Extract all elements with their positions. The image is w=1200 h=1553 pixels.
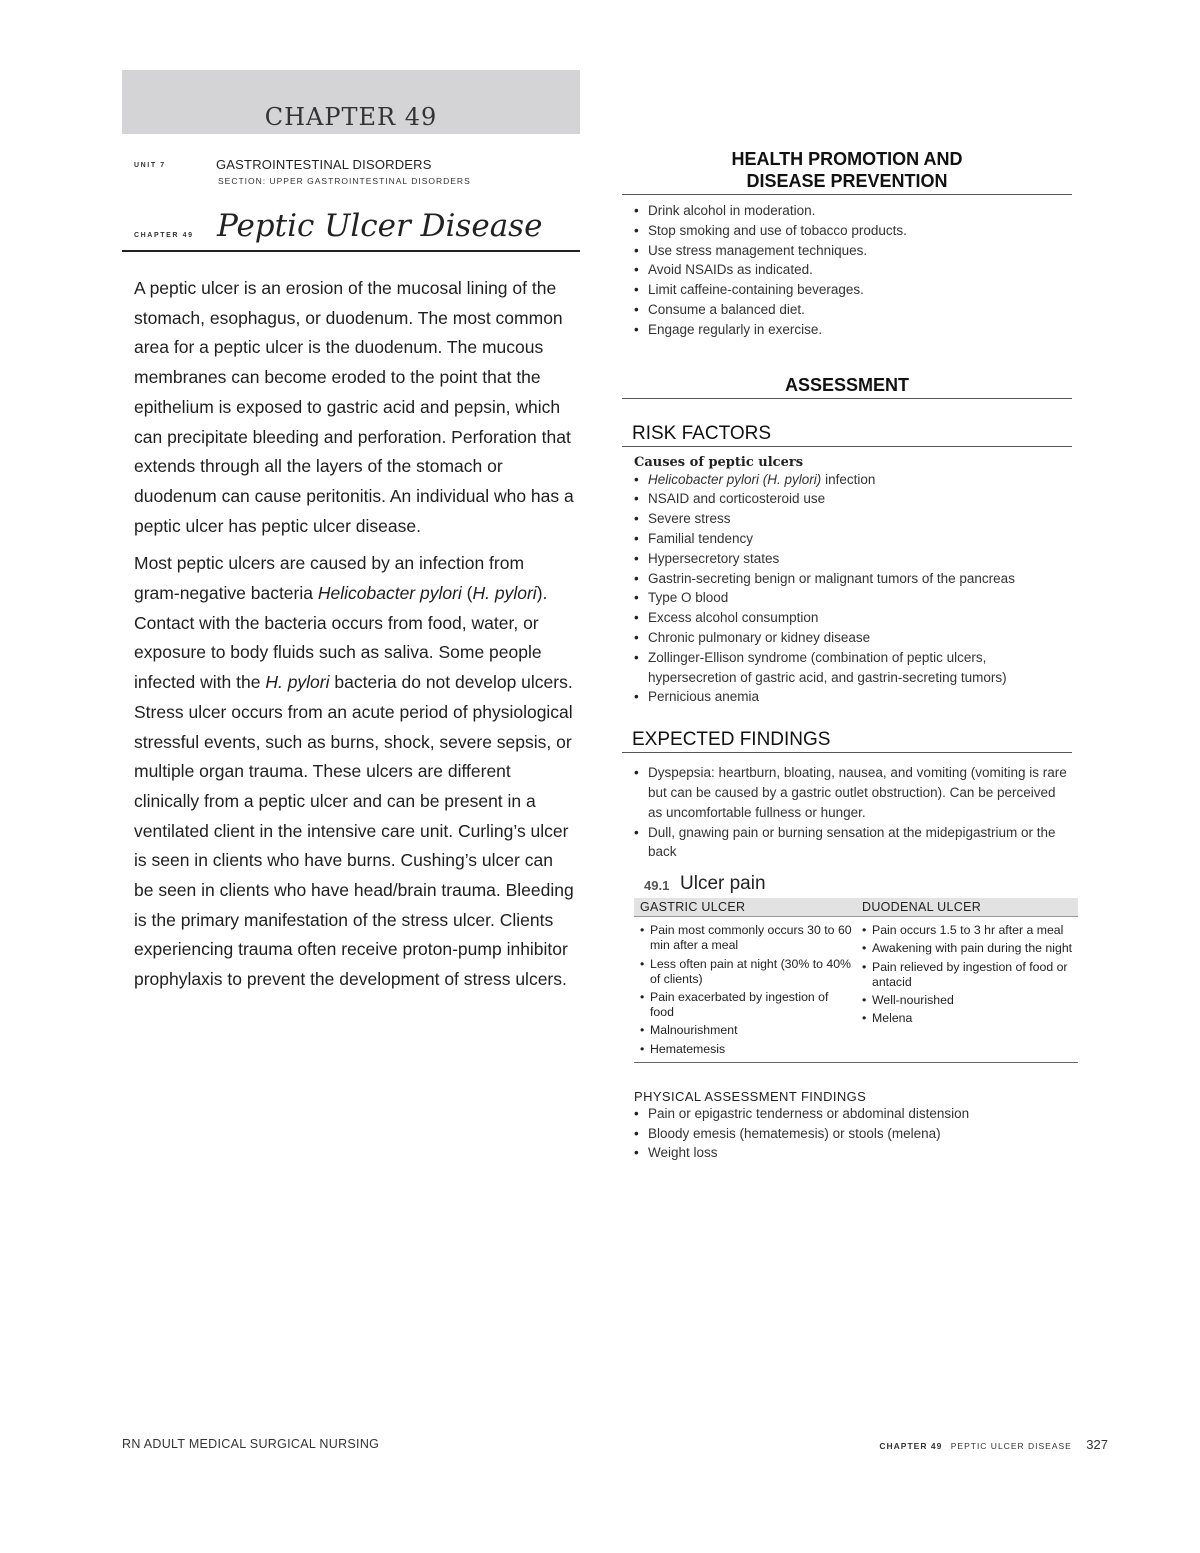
footer-chapter: CHAPTER 49 xyxy=(879,1441,943,1451)
risk-factors-list xyxy=(622,470,1072,708)
italic-text: Helicobacter pylori (H. pylori) xyxy=(648,471,822,487)
list-item: • Well-nourished xyxy=(862,993,1074,1008)
p2-text-a: Most peptic ulcers are caused by an infection from gram-negative bacteria xyxy=(134,553,525,604)
chapter-banner-text: CHAPTER 49 xyxy=(264,103,438,131)
expected-findings-heading: EXPECTED FINDINGS xyxy=(622,729,1072,753)
list-item: • NSAID and corticosteroid use xyxy=(634,489,1072,509)
list-item: • Melena xyxy=(862,1011,1074,1026)
ulcer-pain-table-block xyxy=(622,874,1072,1063)
health-promotion-list xyxy=(622,201,1072,340)
section-title: SECTION: UPPER GASTROINTESTINAL DISORDERS xyxy=(218,176,471,186)
ulcer-pain-table xyxy=(634,898,1078,1063)
list-item: • Type O blood xyxy=(634,588,1072,608)
p2-italic-f: H. pylori xyxy=(265,672,330,693)
left-column xyxy=(122,70,580,995)
list-item: • Pernicious anemia xyxy=(634,687,1072,707)
list-item: • Weight loss xyxy=(634,1143,1072,1163)
unit-title: GASTROINTESTINAL DISORDERS xyxy=(216,157,432,172)
list-item: • Drink alcohol in moderation. xyxy=(634,201,1072,221)
list-item: • Pain most commonly occurs 30 to 60 min after a meal xyxy=(640,923,852,953)
list-item: • Dyspepsia: heartburn, bloating, nausea, and vomiting (vomiting is rare but can be caused by a gastric outlet obstruction). Can be perceived as uncomfortable fullness or hunger. xyxy=(634,763,1072,822)
list-item: • Hypersecretory states xyxy=(634,549,1072,569)
unit-row xyxy=(122,158,580,202)
list-item: • Zollinger-Ellison syndrome (combination of peptic ulcers, hypersecretion of gastric acid, and gastrin-secreting tumors) xyxy=(634,648,1072,688)
heading-line-2: DISEASE PREVENTION xyxy=(746,171,948,191)
list-item: • Consume a balanced diet. xyxy=(634,300,1072,320)
p2-text-e: ). Contact with the bacteria occurs from food, water, or exposure to body fluids such as saliva. Some people infected with the xyxy=(134,583,548,693)
footer-page-info xyxy=(879,1436,1108,1454)
list-item: • Dull, gnawing pain or burning sensation at the midepigastrium or the back xyxy=(634,823,1072,863)
risk-factors-heading: RISK FACTORS xyxy=(622,423,1072,447)
table-caption xyxy=(622,874,1072,898)
page-number: 327 xyxy=(1086,1437,1108,1452)
column-header-gastric: GASTRIC ULCER xyxy=(634,898,856,917)
table-title: Ulcer pain xyxy=(680,873,766,895)
list-item: • Chronic pulmonary or kidney disease xyxy=(634,628,1072,648)
list-item: • Pain occurs 1.5 to 3 hr after a meal xyxy=(862,923,1074,938)
footer-book-title: RN ADULT MEDICAL SURGICAL NURSING xyxy=(122,1437,380,1451)
list-item: • Excess alcohol consumption xyxy=(634,608,1072,628)
list-item: • Hematemesis xyxy=(640,1042,852,1057)
list-item xyxy=(634,470,1072,490)
right-column xyxy=(622,148,1072,1163)
list-item: • Awakening with pain during the night xyxy=(862,941,1074,956)
list-item: • Avoid NSAIDs as indicated. xyxy=(634,260,1072,280)
list-item: • Stop smoking and use of tobacco products. xyxy=(634,221,1072,241)
list-item: • Use stress management techniques. xyxy=(634,241,1072,261)
causes-label: Causes of peptic ulcers xyxy=(634,454,804,470)
health-promotion-heading xyxy=(622,148,1072,195)
column-header-duodenal: DUODENAL ULCER xyxy=(856,898,1078,917)
list-item: • Severe stress xyxy=(634,509,1072,529)
heading-line-1: HEALTH PROMOTION AND xyxy=(731,149,963,169)
physical-assessment-list xyxy=(622,1104,1072,1163)
list-item: • Pain exacerbated by ingestion of food xyxy=(640,990,852,1020)
list-item: • Familial tendency xyxy=(634,529,1072,549)
physical-assessment-heading: PHYSICAL ASSESSMENT FINDINGS xyxy=(634,1088,867,1104)
list-item: • Bloody emesis (hematemesis) or stools (melena) xyxy=(634,1124,1072,1144)
chapter-banner xyxy=(122,70,580,134)
p2-italic-b: Helicobacter pylori xyxy=(317,583,462,604)
footer-chapter-name: PEPTIC ULCER DISEASE xyxy=(950,1441,1072,1451)
gastric-cell xyxy=(634,917,856,1063)
list-item: • Limit caffeine-containing beverages. xyxy=(634,280,1072,300)
duodenal-cell xyxy=(856,917,1078,1063)
chapter-title-row xyxy=(122,206,580,252)
list-item: • Pain or epigastric tenderness or abdominal distension xyxy=(634,1104,1072,1124)
chapter-label: CHAPTER 49 xyxy=(134,232,194,239)
list-item: • Pain relieved by ingestion of food or antacid xyxy=(862,960,1074,990)
item-text: infection xyxy=(821,471,876,487)
intro-paragraph-1: A peptic ulcer is an erosion of the mucosal lining of the stomach, esophagus, or duodenum. The most common area for a peptic ulcer is the duodenum. The mucous membranes can become eroded to the point that the epithelium is exposed to gastric acid and pepsin, which can precipitate bleeding and perforation. Perforation that extends through all the layers of the stomach or duodenum can cause peritonitis. An individual who has a peptic ulcer has peptic ulcer disease. xyxy=(134,278,574,536)
assessment-heading: ASSESSMENT xyxy=(622,374,1072,399)
list-item: • Malnourishment xyxy=(640,1023,852,1038)
table-number: 49.1 xyxy=(644,878,670,894)
intro-paragraph-2 xyxy=(134,549,574,995)
p2-italic-d: H. pylori xyxy=(472,583,537,604)
list-item: • Engage regularly in exercise. xyxy=(634,320,1072,340)
chapter-title: Peptic Ulcer Disease xyxy=(217,208,543,244)
p2-text-c: ( xyxy=(461,583,473,604)
list-item: • Gastrin-secreting benign or malignant tumors of the pancreas xyxy=(634,569,1072,589)
unit-label: UNIT 7 xyxy=(134,162,166,169)
expected-findings-list xyxy=(622,763,1072,862)
p2-text-g: bacteria do not develop ulcers. Stress ulcer occurs from an acute period of physiological stressful events, such as burns, shock, severe sepsis, or multiple organ trauma. These ulcers are different clinically from a peptic ulcer and can be present in a ventilated client in the intensive care unit. Curling’s ulcer is seen in clients who have burns. Cushing’s ulcer can be seen in clients who have head/brain trauma. Bleeding is the primary manifestation of the stress ulcer. Clients experiencing trauma often receive proton-pump inhibitor prophylaxis to prevent the development of stress ulcers. xyxy=(134,672,574,990)
list-item: • Less often pain at night (30% to 40% of clients) xyxy=(640,957,852,987)
